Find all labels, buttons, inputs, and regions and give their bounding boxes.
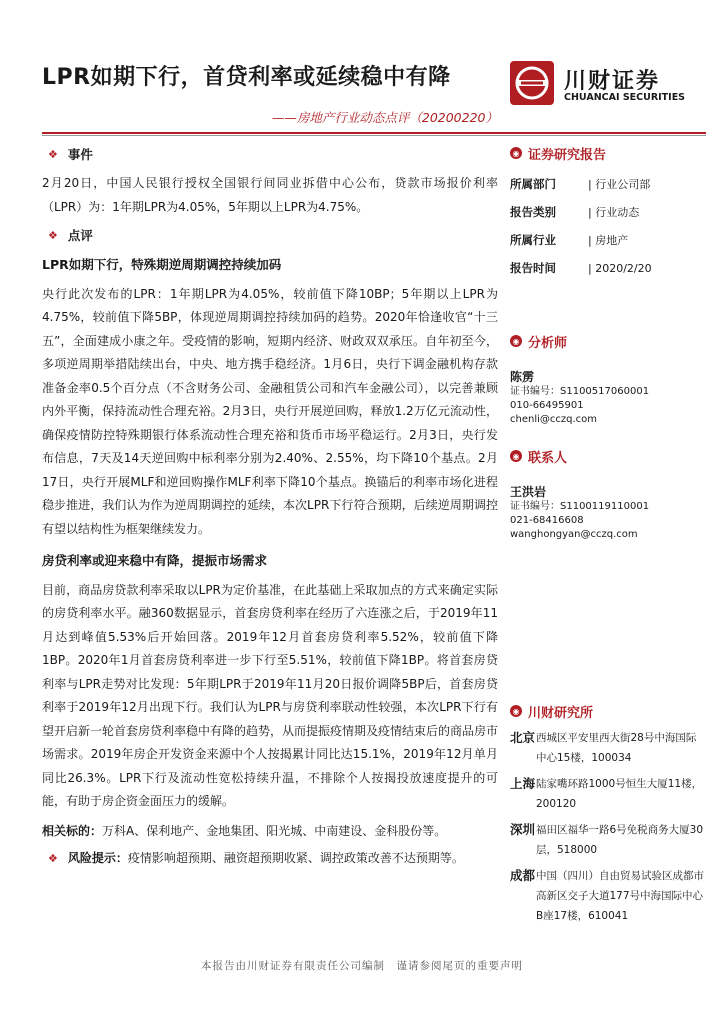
paragraph-mortgage: 目前，商品房贷款利率采取以LPR为定价基准，在此基础上采取加点的方式来确定实际的房贷利率水平。融360数据显示，首套房贷利率在经历了六连涨之后，于2019年11月达到峰值5.53%后开始回落。2019年12月首套房贷利率5.52%，较前值下降1BP。2020年1月首套房贷利率进一步下行至5.51%，较前值下降1BP。将首套房贷利率与LPR走势对比发现：5年期LPR于2019年11月20日报价调降5BP后，首套房贷利率于2019年12月出现下行。我们认为LPR与房贷利率联动性较强，本次LPR下行有望开启新一轮首套房贷利率稳中有降的趋势，从而提振疫情期及疫情结束后的商品房市场需求。2019年房企开发资金来源中个人按揭累计同比达15.1%，2019年12月单月同比26.3%。LPR下行及流动性宽松持续升温，不排除个人按揭投放速度提升的可能，有助于房企资金面压力的缓解。 [42, 582, 499, 808]
person-icon: ◉ [510, 450, 522, 462]
info-value: | 行业公司部 [588, 178, 651, 191]
office-shenzhen [510, 820, 706, 860]
risk-text: 疫情影响超预期、融资超预期收紧、调控政策改善不达预期等。 [127, 851, 464, 865]
office-address: 中国（四川）自由贸易试验区成都市高新区交子大道177号中海国际中心B座17楼，610041 [536, 870, 704, 922]
diamond-bullet-icon: ❖ [48, 148, 58, 162]
info-key: 报告类别 [510, 205, 556, 219]
office-city: 上海 [510, 776, 536, 791]
info-value: | 房地产 [588, 234, 629, 247]
comment-heading-text: 点评 [67, 228, 93, 244]
chuancai-logo-icon [510, 61, 554, 105]
person-icon: ◉ [510, 335, 522, 347]
info-row [510, 170, 706, 198]
office-address: 福田区福华一路6号免税商务大厦30层，518000 [536, 824, 704, 856]
office-city: 北京 [510, 730, 536, 745]
header-divider-gray [42, 135, 706, 136]
analyst-name: 陈雳 [510, 370, 535, 384]
analyst-heading [510, 330, 706, 352]
info-row [510, 198, 706, 226]
logo [510, 61, 710, 105]
related-stocks-label: 相关标的： [42, 823, 103, 838]
subheading-lpr: LPR如期下行，特殊期逆周期调控持续加码 [42, 257, 282, 272]
office-beijing [510, 728, 706, 768]
analyst-phone: 010-66495901 [510, 400, 584, 411]
institute-heading-text: 川财研究所 [528, 705, 594, 721]
event-heading-text: 事件 [67, 147, 93, 163]
contact-phone: 021-68416608 [510, 515, 584, 526]
office-address: 西城区平安里西大街28号中海国际中心15楼，100034 [536, 732, 697, 764]
office-address: 陆家嘴环路1000号恒生大厦11楼，200120 [536, 778, 703, 810]
sidebar [510, 142, 706, 926]
subheading-mortgage: 房贷利率或迎来稳中有降，提振市场需求 [42, 553, 268, 568]
info-key: 所属部门 [510, 177, 556, 191]
logo-en: CHUANCAI SECURITIES [564, 92, 686, 103]
contact-name: 王洪岩 [510, 485, 547, 499]
diamond-bullet-icon: ❖ [48, 229, 58, 243]
report-heading-text: 证券研究报告 [528, 147, 607, 163]
office-chengdu [510, 866, 706, 926]
paragraph-lpr: 央行此次发布的LPR：1年期LPR为4.05%，较前值下降10BP；5年期以上LPR为4.75%，较前值下降5BP，体现逆周期调控持续加码的趋势。2020年恰逢收官“十三五”，全面建成小康之年。受疫情的影响，短期内经济、财政双双承压。自年初至今，多项逆周期举措陆续出台，中央、地方携手稳经济。1月6日，央行下调金融机构存款准备金率0.5个百分点（不含财务公司、金融租赁公司和汽车金融公司），以完善兼顾内外平衡，保持流动性合理充裕。2月3日，央行开展逆回购，释放1.2万亿元流动性，确保疫情防控特殊期银行体系流动性合理充裕和货币市场平稳运行。2月3日，央行发布信息，7天及14天逆回购中标利率分别为2.40%、2.55%，均下降10个基点。2月17日，央行开展MLF和逆回购操作MLF利率下降10个基点。换锚后的利率市场化进程稳步推进，我们认为作为逆周期调控的延续，本次LPR下行符合预期，后续逆周期调控有望以结构性为框架继续发力。 [42, 286, 498, 536]
info-value: | 行业动态 [588, 206, 640, 219]
page-title: LPR如期下行，首贷利率或延续稳中有降 [42, 65, 451, 90]
risk-label: 风险提示： [67, 851, 128, 865]
logo-name: 川财证券 [564, 69, 661, 94]
report-icon: ◉ [510, 147, 522, 159]
info-key: 报告时间 [510, 261, 556, 275]
related-stocks [42, 820, 498, 844]
contact-heading [510, 445, 706, 467]
office-city: 成都 [510, 868, 536, 883]
office-shanghai [510, 774, 706, 814]
contact-email[interactable]: wanghongyan@cczq.com [510, 529, 638, 540]
main-content [42, 142, 498, 871]
page-subtitle: ——房地产行业动态点评（20200220） [271, 110, 498, 125]
report-heading [510, 142, 706, 164]
analyst-email[interactable]: chenli@cczq.com [510, 414, 598, 425]
info-row [510, 226, 706, 254]
office-city: 深圳 [510, 822, 536, 837]
event-text: 2月20日，中国人民银行授权全国银行间同业拆借中心公布，贷款市场报价利率（LPR）为：1年期LPR为4.05%，5年期以上LPR为4.75%。 [42, 176, 498, 214]
institute-heading [510, 700, 706, 722]
analyst-cert: 证书编号：S1100517060001 [510, 386, 650, 397]
diamond-bullet-icon: ❖ [48, 852, 58, 865]
footer-disclaimer: 本报告由川财证券有限责任公司编制 谨请参阅尾页的重要声明 [201, 960, 523, 972]
contact-heading-text: 联系人 [528, 450, 568, 466]
risk-warning [42, 847, 498, 871]
analyst-heading-text: 分析师 [528, 335, 568, 351]
report-info [510, 170, 706, 282]
institute-icon: ◉ [510, 705, 522, 717]
contact-cert: 证书编号：S1100119110001 [510, 501, 650, 512]
info-key: 所属行业 [510, 233, 556, 247]
info-value: | 2020/2/20 [588, 261, 652, 275]
comment-heading [42, 225, 498, 247]
related-stocks-text: 万科A、保利地产、金地集团、阳光城、中南建设、金科股份等。 [102, 823, 447, 838]
info-row [510, 254, 706, 282]
event-heading [42, 144, 498, 166]
header-divider-red [42, 132, 706, 134]
